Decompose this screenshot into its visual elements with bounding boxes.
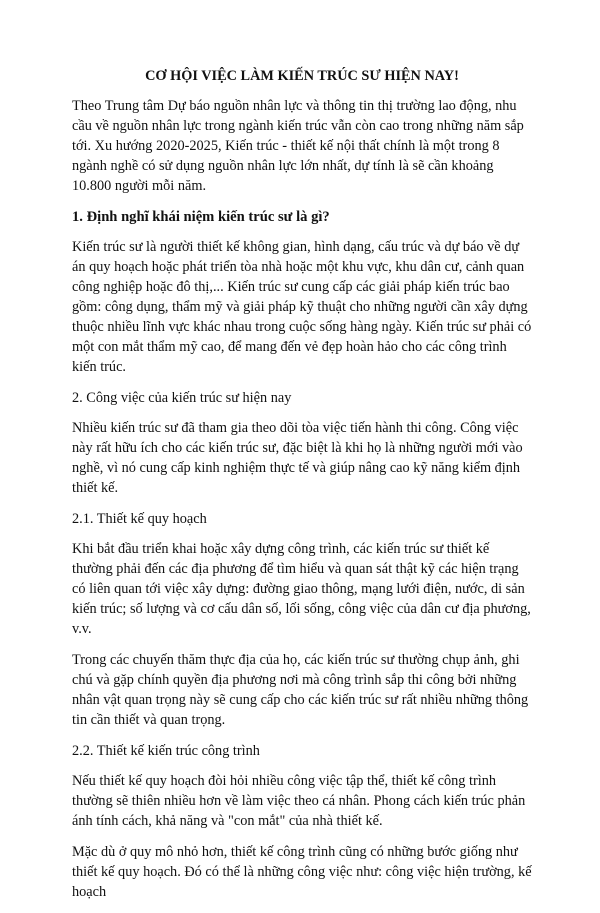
document-page bbox=[72, 66, 532, 913]
section-2-1-paragraph-2: Trong các chuyến thăm thực địa của họ, các kiến trúc sư thường chụp ảnh, ghi chú và gặp chính quyền địa phương nơi mà công trình sắp thi công bởi những nhân vật quan trọng này sẽ cung cấp cho các kiến trúc sư rất nhiều những thông tin cần thiết và quan trọng. bbox=[72, 652, 529, 728]
intro-paragraph: Theo Trung tâm Dự báo nguồn nhân lực và thông tin thị trường lao động, nhu cầu về nguồn nhân lực trong ngành kiến trúc vẫn còn cao trong những năm sắp tới. Xu hướng 2020-2025, Kiến trúc - thiết kế nội thất chính là một trong 8 ngành nghề có sử dụng nguồn nhân lực lớn nhất, dự tính là sẽ cần khoảng 10.800 người mỗi năm. bbox=[72, 98, 524, 194]
document-title: CƠ HỘI VIỆC LÀM KIẾN TRÚC SƯ HIỆN NAY! bbox=[145, 68, 459, 84]
section-2-1-paragraph-1: Khi bắt đầu triển khai hoặc xây dựng công trình, các kiến trúc sư thiết kế thường phải đến các địa phương để tìm hiểu và quan sát thật kỹ các hiện trạng có liên quan tới việc xây dựng: đường giao thông, mạng lưới điện, nước, di sản kiến trúc; số lượng và cơ cấu dân số, lối sống, công việc của dân cư địa phương, v.v. bbox=[72, 541, 531, 637]
section-1-heading: 1. Định nghĩ khái niệm kiến trúc sư là gì? bbox=[72, 209, 330, 225]
section-2-paragraph: Nhiều kiến trúc sư đã tham gia theo dõi tòa việc tiến hành thi công. Công việc này rất hữu ích cho các kiến trúc sư, đặc biệt là khi họ là những người mới vào nghề, vì nó cung cấp kinh nghiệm thực tế và giúp nâng cao kỹ năng kiểm định thiết kế. bbox=[72, 420, 523, 496]
section-2-2-heading: 2.2. Thiết kế kiến trúc công trình bbox=[72, 743, 260, 759]
section-2-heading: 2. Công việc của kiến trúc sư hiện nay bbox=[72, 390, 292, 406]
section-2-2-paragraph-1: Nếu thiết kế quy hoạch đòi hỏi nhiều công việc tập thể, thiết kế công trình thường sẽ thiên nhiều hơn về làm việc theo cá nhân. Phong cách kiến trúc phản ánh tính cách, khả năng và "con mắt" của nhà thiết kế. bbox=[72, 773, 526, 829]
section-2-2-paragraph-2: Mặc dù ở quy mô nhỏ hơn, thiết kế công trình cũng có những bước giống như thiết kế quy hoạch. Đó có thể là những công việc như: công việc hiện trường, kế hoạch bbox=[72, 844, 532, 900]
section-2-1-heading: 2.1. Thiết kế quy hoạch bbox=[72, 511, 207, 527]
section-1-paragraph: Kiến trúc sư là người thiết kế không gian, hình dạng, cấu trúc và dự báo về dự án quy hoạch hoặc phát triển tòa nhà hoặc một khu vực, khu dân cư, cảnh quan công nghiệp hoặc đô thị,... Kiến trúc sư cung cấp các giải pháp kiến trúc bao gồm: công dụng, thẩm mỹ và giải pháp kỹ thuật cho những người cần xây dựng thuộc nhiều lĩnh vực khác nhau trong cuộc sống hàng ngày. Kiến trúc sư phải có một con mắt thẩm mỹ cao, để mang đến vẻ đẹp hoàn hảo cho các công trình kiến trúc. bbox=[72, 239, 532, 375]
